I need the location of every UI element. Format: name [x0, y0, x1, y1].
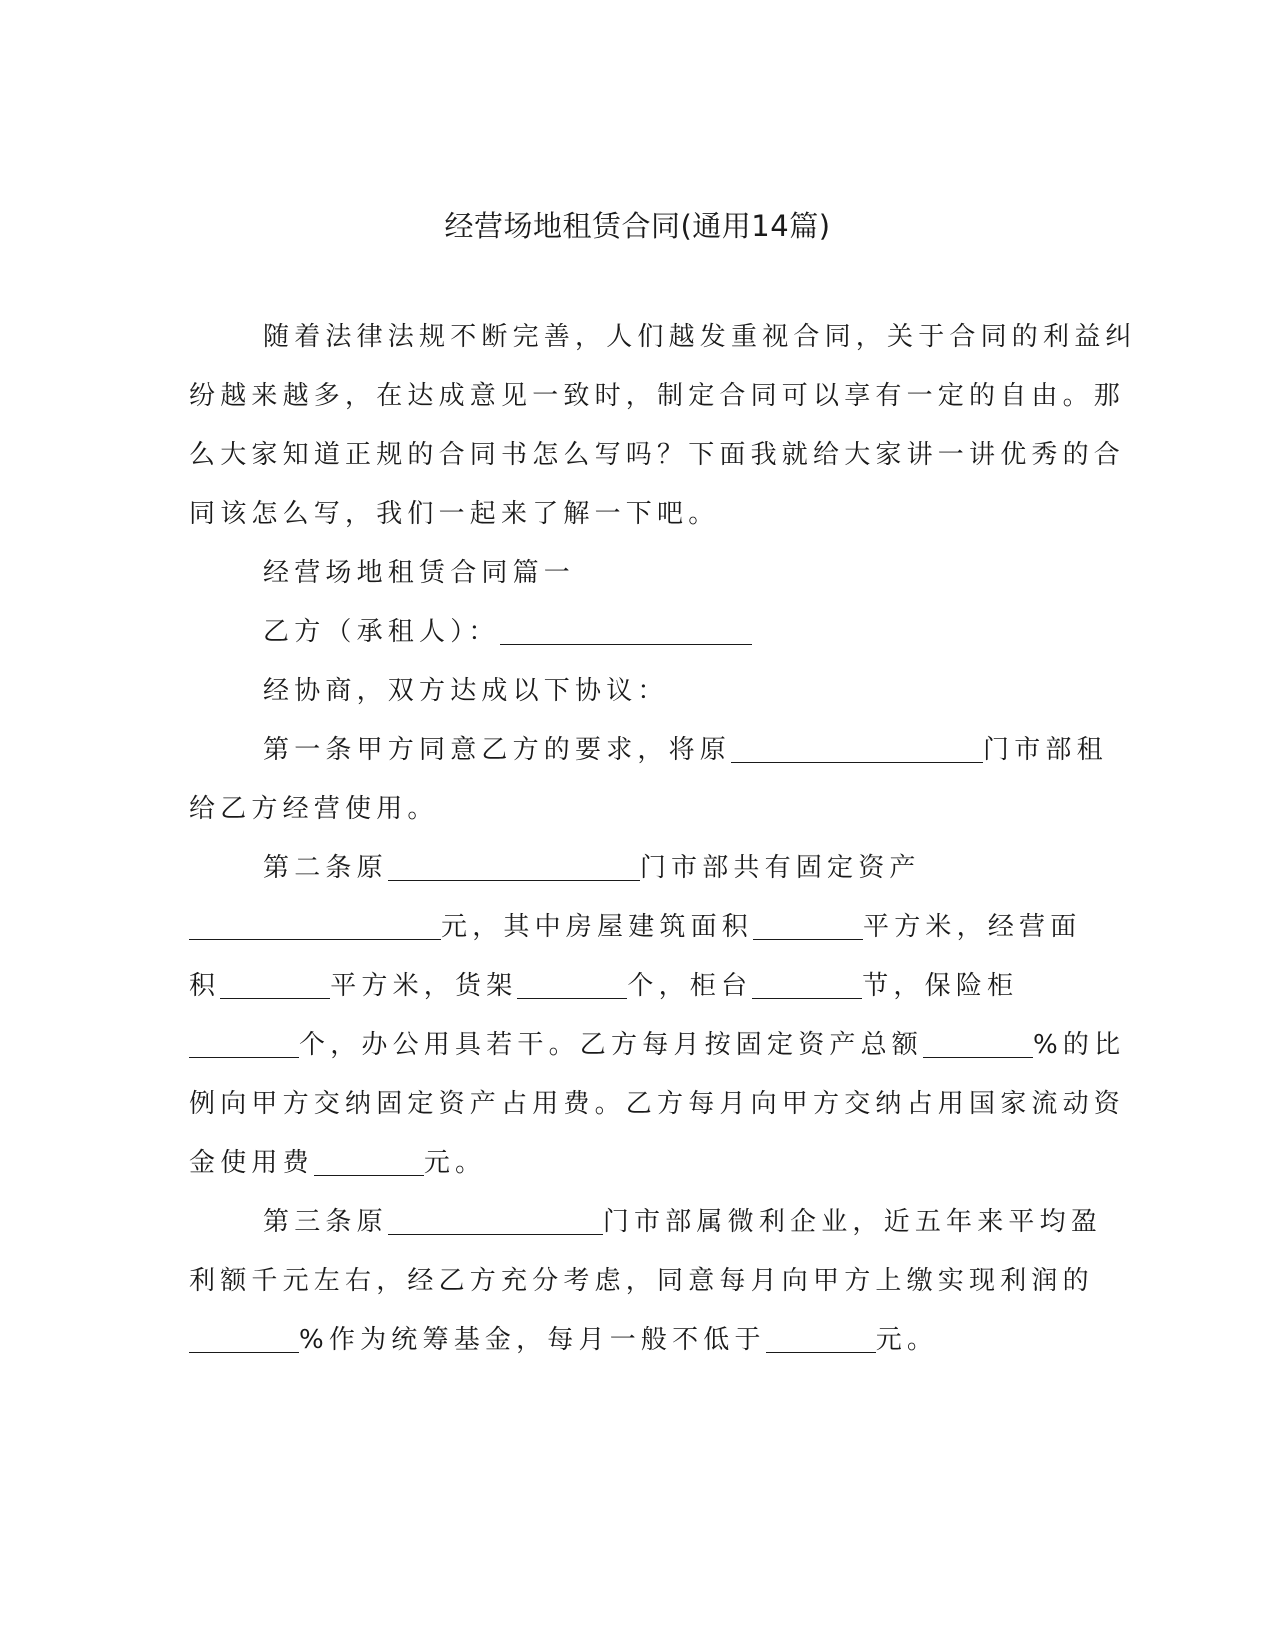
article1-text-a: 第一条甲方同意乙方的要求，将原 [263, 735, 732, 765]
intro-line-2: 纷越来越多，在达成意见一致时，制定合同可以享有一定的自由。那 [189, 381, 1126, 411]
article2-business-area-blank [220, 974, 330, 999]
article2-text-g: 个，柜台 [627, 971, 753, 1001]
article3-percent-blank [189, 1328, 299, 1353]
article1-line-2: 给乙方经营使用。 [189, 794, 439, 824]
article2-fee-blank [314, 1151, 424, 1176]
article2-percent-blank [923, 1033, 1033, 1058]
article2-line-4 [189, 1028, 1125, 1062]
article3-line-1 [263, 1205, 1102, 1239]
article1-line-1 [263, 733, 1108, 767]
article1-text-b: 门市部租 [983, 735, 1108, 765]
article3-text-a: 第三条原 [263, 1207, 388, 1237]
article3-min-blank [766, 1328, 876, 1353]
article2-line-6 [189, 1146, 486, 1180]
intro-line-4: 同该怎么写，我们一起来了解一下吧。 [189, 499, 720, 529]
article3-text-b: 门市部属微利企业，近五年来平均盈 [602, 1207, 1103, 1237]
article2-text-j: %的比 [1033, 1030, 1126, 1060]
article2-line-5: 例向甲方交纳固定资产占用费。乙方每月向甲方交纳占用国家流动资 [189, 1089, 1126, 1119]
party-b-label: 乙方（承租人）： [263, 617, 500, 647]
article2-safes-blank [189, 1033, 299, 1058]
article3-text-c: %作为统筹基金，每月一般不低于 [299, 1325, 766, 1355]
article2-text-c: 元，其中房屋建筑面积 [441, 912, 754, 942]
intro-line-1: 随着法律法规不断完善，人们越发重视合同，关于合同的利益纠 [263, 322, 1137, 352]
section-heading: 经营场地租赁合同篇一 [263, 558, 576, 588]
document-title: 经营场地租赁合同(通用14篇) [444, 209, 831, 243]
article1-blank [731, 738, 983, 763]
article2-text-l: 元。 [423, 1148, 487, 1178]
article2-text-f: 平方米，货架 [330, 971, 518, 1001]
agreement-intro: 经协商，双方达成以下协议： [263, 676, 669, 706]
article2-text-b: 门市部共有固定资产 [639, 853, 921, 883]
article2-store-blank [388, 856, 640, 881]
intro-line-3: 么大家知道正规的合同书怎么写吗？下面我就给大家讲一讲优秀的合 [189, 440, 1126, 470]
article3-line-2: 利额千元左右，经乙方充分考虑，同意每月向甲方上缴实现利润的 [189, 1266, 1094, 1296]
article2-shelves-blank [517, 974, 627, 999]
article2-text-a: 第二条原 [263, 853, 388, 883]
article2-text-i: 个，办公用具若干。乙方每月按固定资产总额 [299, 1030, 924, 1060]
article2-building-area-blank [753, 915, 863, 940]
article2-text-k: 金使用费 [189, 1148, 314, 1178]
party-b-line [263, 615, 752, 649]
article2-line-2 [189, 910, 1081, 944]
article2-text-d: 平方米，经营面 [863, 912, 1082, 942]
article3-text-d: 元。 [875, 1325, 939, 1355]
article2-assets-blank [189, 915, 441, 940]
article2-counters-blank [752, 974, 862, 999]
party-b-blank [500, 620, 752, 645]
article2-text-h: 节，保险柜 [862, 971, 1019, 1001]
article2-text-e: 积 [189, 971, 221, 1001]
article2-line-3 [189, 969, 1018, 1003]
article3-line-3 [189, 1323, 938, 1357]
article3-store-blank [388, 1210, 603, 1235]
article2-line-1 [263, 851, 921, 885]
